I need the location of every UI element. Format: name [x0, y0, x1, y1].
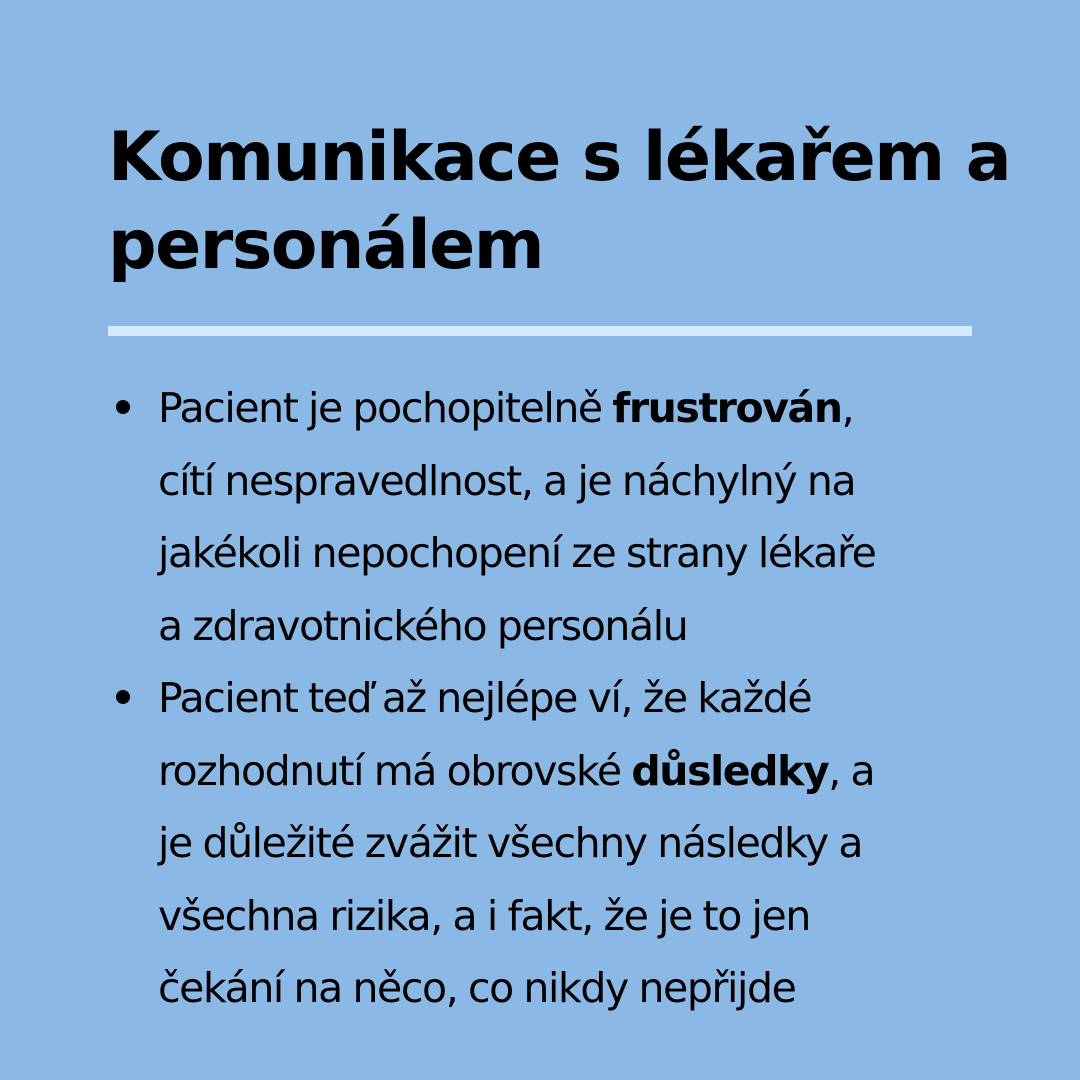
text-run: , a — [828, 746, 875, 795]
text-run: Pacient je pochopitelně — [158, 384, 613, 432]
bullet-line: všechna rizika, a i fakt, že je to jen — [158, 891, 810, 940]
bullet-line: jakékoli nepochopení ze strany lékaře — [158, 529, 876, 577]
bullet-dot-icon — [116, 400, 130, 414]
title-line: personálem — [108, 206, 544, 285]
bullet-item — [108, 372, 980, 662]
bullet-line: Pacient teď až nejlépe ví, že každé — [158, 674, 812, 722]
title-divider — [108, 326, 972, 336]
bullet-line: čekání na něco, co nikdy nepřijde — [158, 964, 796, 1012]
title-line: Komunikace s lékařem a — [108, 118, 1011, 197]
emphasis-dusledky: důsledky — [631, 746, 829, 795]
text-run: , — [841, 384, 854, 432]
slide-title — [108, 114, 1011, 290]
text-run: rozhodnutí má obrovské — [158, 746, 632, 795]
emphasis-frustrovan: frustrován — [612, 384, 842, 432]
bullet-line — [158, 735, 980, 808]
bullet-dot-icon — [116, 690, 130, 704]
bullet-line: a zdravotnického personálu — [158, 601, 688, 650]
bullet-list — [108, 372, 980, 1025]
bullet-line — [158, 372, 980, 445]
bullet-line: cítí nespravedlnost, a je náchylný na — [158, 456, 856, 505]
bullet-line: je důležité zvážit všechny následky a — [158, 819, 863, 867]
bullet-item — [108, 662, 980, 1025]
